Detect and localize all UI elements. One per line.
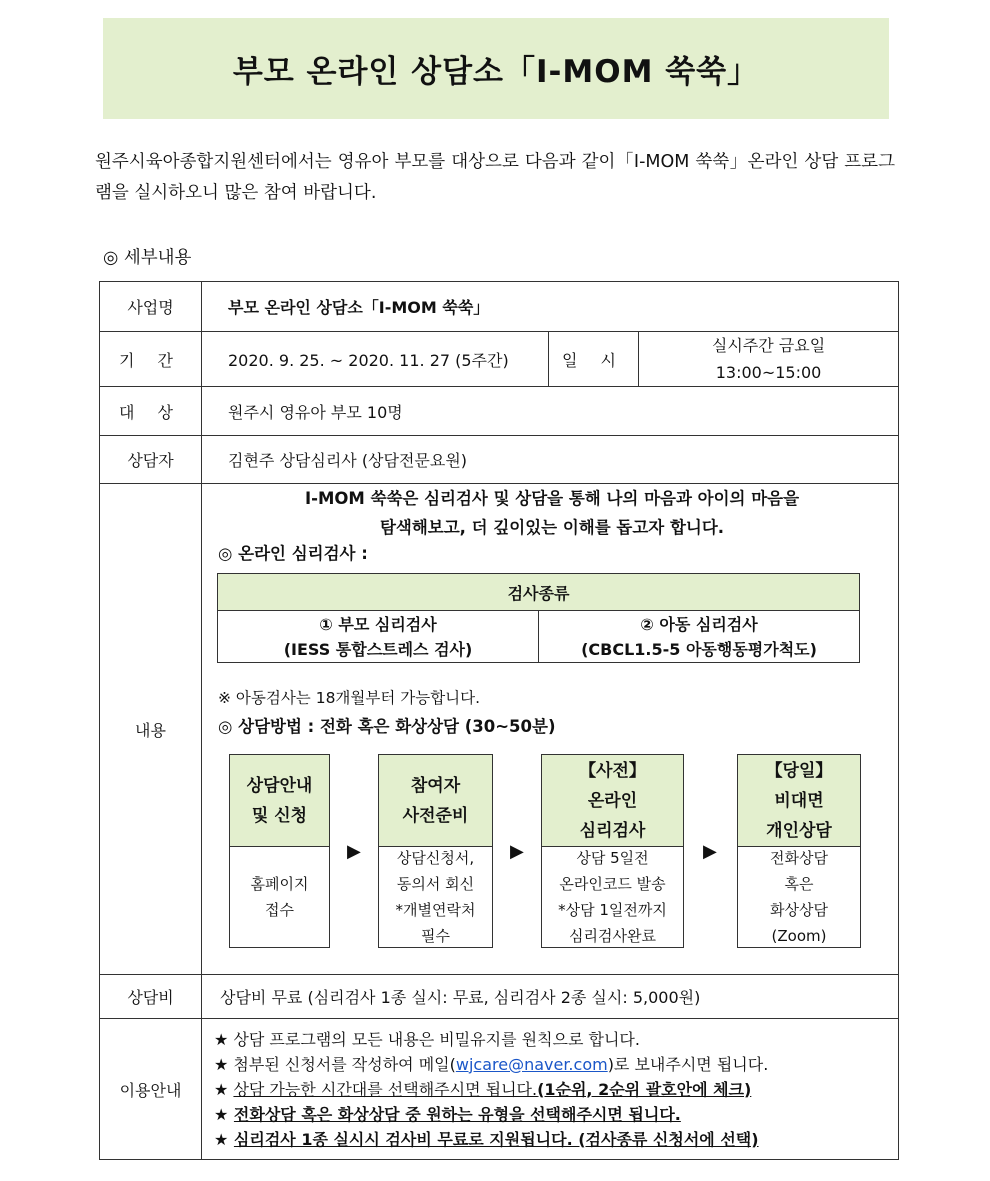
online-test-label: ◎ 온라인 심리검사 : [218,544,368,563]
content-intro-line-2: 탐색해보고, 더 깊이있는 이해를 돕고자 합니다. [379,518,725,537]
step-prepare-body-line: 필수 [421,927,450,945]
step-online-test-head-line: 【사전】 [579,760,646,781]
child-test-cell [539,611,860,663]
email-link[interactable]: wjcare@naver.com [455,1054,608,1074]
period-value: 2020. 9. 25. ~ 2020. 11. 27 (5주간) [202,332,549,387]
content-intro [212,484,892,542]
step-counseling-body [738,847,860,947]
step-prepare-head-line: 참여자 [410,775,461,796]
usage-line-3 [214,1077,898,1102]
step-online-test-head-line: 온라인 [587,790,638,811]
step-counseling-body-line: 전화상담 [770,849,828,867]
step-apply-head-line: 및 신청 [251,805,308,826]
details-table [99,281,899,1160]
title-banner [103,18,889,119]
usage-line-3-bold: (1순위, 2순위 괄호안에 체크) [537,1079,752,1099]
usage-line-4 [214,1102,898,1127]
test-table-header: 검사종류 [218,574,860,611]
step-counseling-head-line: 【당일】 [765,760,833,781]
step-online-test-body-line: 심리검사완료 [569,927,656,945]
step-prepare-body-line: *개별연락처 [395,901,476,919]
arrow-icon: ▶ [703,841,717,862]
step-apply-body [230,847,329,947]
test-types-table [217,573,860,663]
row-content [100,484,899,975]
fee-label: 상담비 [100,975,202,1019]
fee-value: 상담비 무료 (심리검사 1종 실시: 무료, 심리검사 2종 실시: 5,000원) [202,975,899,1019]
page-title: 부모 온라인 상담소「I-MOM 쑥쑥」 [232,54,760,90]
row-period [100,332,899,387]
step-prepare-body [379,847,492,947]
row-counselor [100,436,899,484]
star-icon: ★ [214,1129,234,1149]
arrow-icon: ▶ [510,841,524,862]
target-value: 원주시 영유아 부모 10명 [202,387,899,436]
method-label: ◎ 상담방법 : 전화 혹은 화상상담 (30~50분) [218,717,556,736]
child-test-title: ② 아동 심리검사 [640,614,758,634]
time-value [639,332,899,387]
usage-line-5 [214,1127,898,1152]
child-test-desc: (CBCL1.5-5 아동행동평가척도) [581,639,817,659]
child-test-note: ※ 아동검사는 18개월부터 가능합니다. [218,689,481,707]
step-prepare-head [379,755,492,847]
usage-line-2-post: )로 보내주시면 됩니다. [607,1054,769,1074]
step-prepare-body-line: 상담신청서, [396,849,475,867]
usage-line-5-text: 심리검사 1종 실시시 검사비 무료로 지원됩니다. (검사종류 신청서에 선택) [233,1129,759,1149]
content-intro-line-1: I-MOM 쑥쑥은 심리검사 및 상담을 통해 나의 마음과 아이의 마음을 [304,489,800,508]
step-online-test-head [542,755,683,847]
step-online-test [541,754,684,948]
step-apply [229,754,330,948]
step-counseling-head-line: 개인상담 [766,820,832,841]
usage-line-4-text: 전화상담 혹은 화상상담 중 원하는 유형을 선택해주시면 됩니다. [233,1104,681,1124]
step-prepare-head-line: 사전준비 [402,805,469,826]
step-counseling-head-line: 비대면 [774,790,824,811]
step-apply-body-line: 홈페이지 [250,875,309,893]
counselor-label: 상담자 [100,436,202,484]
section-label: ◎ 세부내용 [103,248,192,268]
step-prepare-body-line: 동의서 회신 [396,875,475,893]
usage-notice [202,1019,899,1160]
time-day: 실시주간 금요일 [711,336,826,355]
step-counseling-head [738,755,860,847]
arrow-icon: ▶ [347,841,361,862]
parent-test-title: ① 부모 심리검사 [319,614,437,634]
step-online-test-body-line: 온라인코드 발송 [559,875,666,893]
step-online-test-head-line: 심리검사 [579,820,646,841]
content-cell [202,484,899,975]
parent-test-cell [218,611,539,663]
target-label: 대 상 [100,387,202,436]
row-usage [100,1019,899,1160]
period-label: 기 간 [100,332,202,387]
step-apply-head-line: 상담안내 [246,775,313,796]
step-online-test-body [542,847,683,947]
time-hours: 13:00~15:00 [715,363,822,382]
star-icon: ★ [214,1104,234,1124]
row-project [100,282,899,332]
usage-line-3-text: 상담 가능한 시간대를 선택해주시면 됩니다. [233,1079,538,1099]
content-label: 내용 [100,484,202,975]
usage-line-2-pre: ★ 첨부된 신청서를 작성하여 메일( [214,1054,456,1074]
step-prepare [378,754,493,948]
step-counseling-body-line: (Zoom) [771,927,827,945]
step-counseling [737,754,861,948]
usage-line-1: ★ 상담 프로그램의 모든 내용은 비밀유지를 원칙으로 합니다. [214,1029,640,1049]
row-fee [100,975,899,1019]
parent-test-desc: (IESS 통합스트레스 검사) [283,639,473,659]
step-online-test-body-line: *상담 1일전까지 [558,901,667,919]
time-label: 일 시 [549,332,639,387]
step-apply-body-line: 접수 [265,901,294,919]
step-counseling-body-line: 화상상담 [770,901,828,919]
project-value: 부모 온라인 상담소「I-MOM 쑥쑥」 [202,282,899,332]
counselor-value: 김현주 상담심리사 (상담전문요원) [202,436,899,484]
star-icon: ★ [214,1079,234,1099]
usage-line-2 [214,1052,898,1077]
step-apply-head [230,755,329,847]
step-counseling-body-line: 혹은 [784,875,814,893]
row-target [100,387,899,436]
step-online-test-body-line: 상담 5일전 [576,849,649,867]
intro-paragraph: 원주시육아종합지원센터에서는 영유아 부모를 대상으로 다음과 같이「I-MOM 쑥쑥」온라인 상담 프로그램을 실시하오니 많은 참여 바랍니다. [95,152,895,203]
usage-label: 이용안내 [100,1019,202,1160]
project-label: 사업명 [100,282,202,332]
